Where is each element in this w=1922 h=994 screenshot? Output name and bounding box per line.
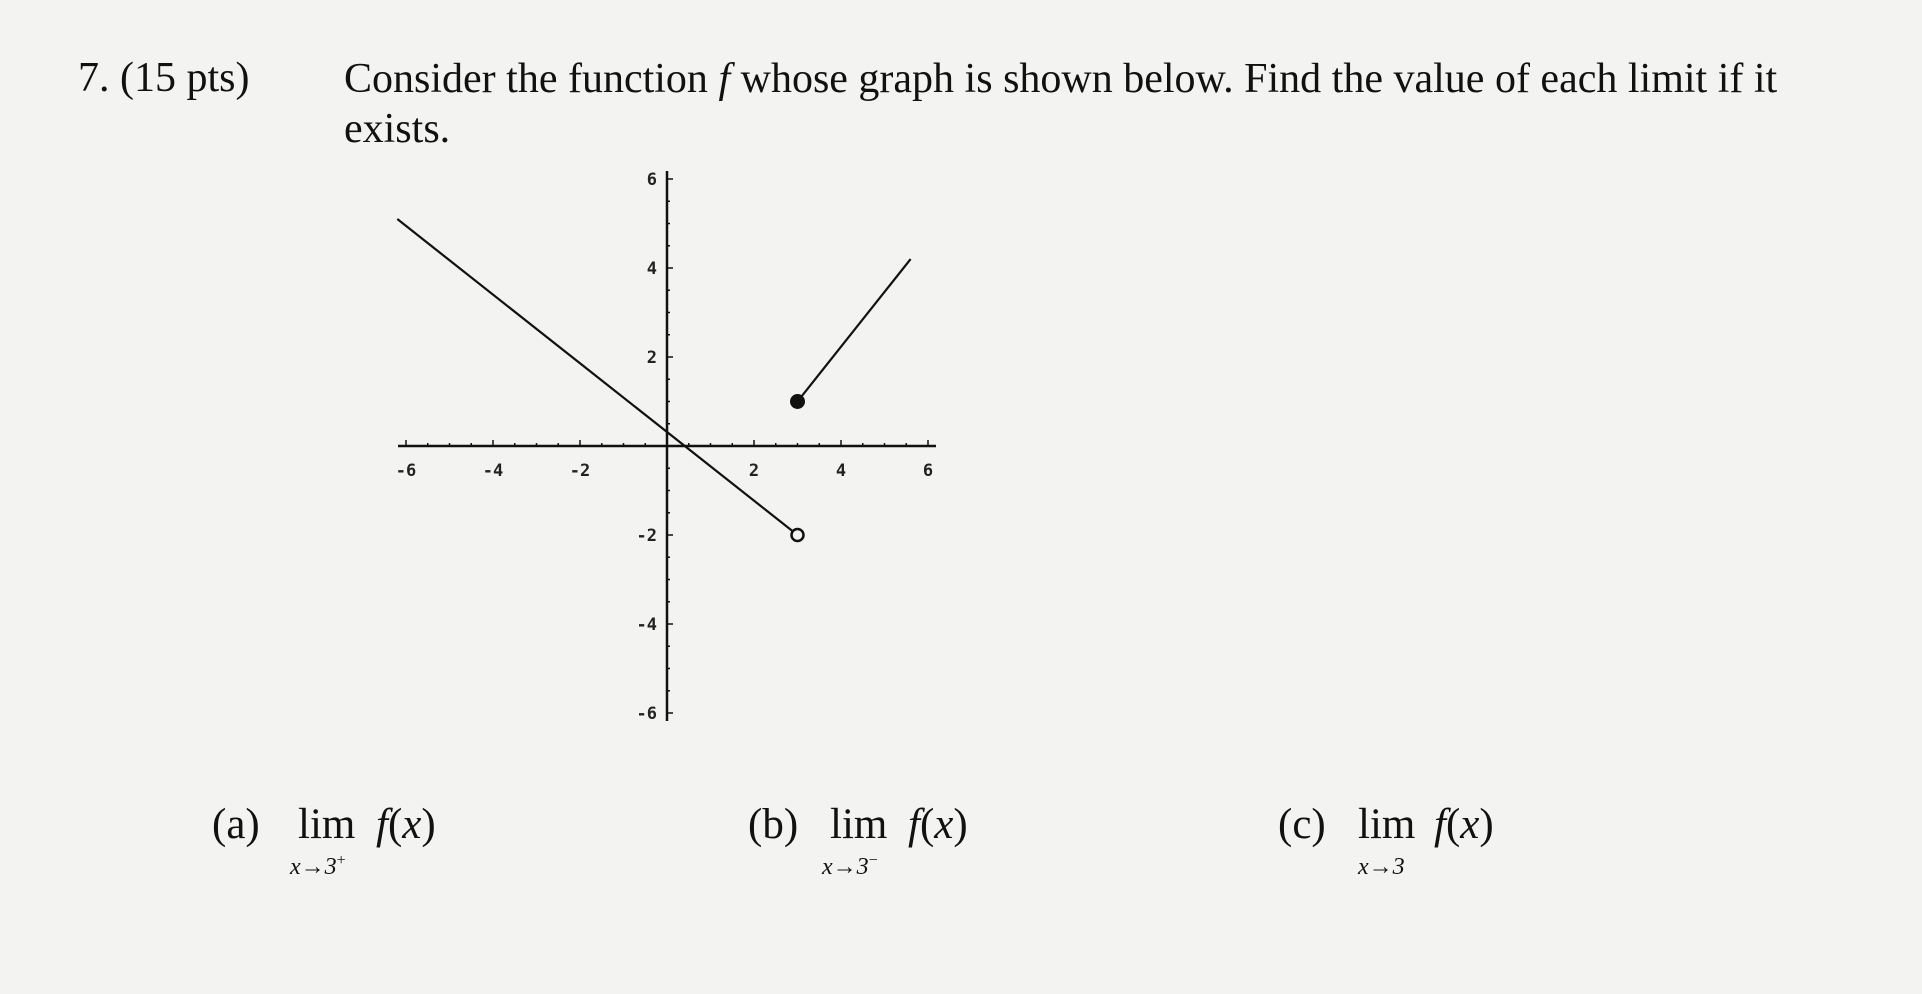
- y-tick-label: 4: [646, 259, 657, 279]
- function-name: f: [718, 56, 731, 102]
- question-number: 7. (15 pts): [78, 55, 250, 101]
- part-c-approach: x→3: [1358, 854, 1405, 880]
- part-a-function: f(x): [376, 801, 436, 848]
- function-graph: [380, 170, 960, 730]
- closed-endpoint: [791, 395, 805, 409]
- open-endpoint: [792, 529, 804, 541]
- x-tick-label: -2: [569, 461, 591, 481]
- part-b-lim: lim: [830, 801, 888, 848]
- x-tick-label: 6: [922, 461, 934, 481]
- part-a-label: (a): [212, 801, 260, 848]
- graph-segment-2: [798, 259, 911, 401]
- part-c-label: (c): [1278, 801, 1326, 848]
- y-tick-label: 2: [646, 348, 657, 368]
- graph-segment-1: [397, 219, 797, 535]
- question-prompt: [344, 54, 1874, 154]
- x-tick-label: -6: [395, 461, 417, 481]
- part-a-lim: lim: [298, 801, 356, 848]
- y-tick-label: -2: [636, 526, 657, 546]
- part-c-function: f(x): [1434, 801, 1494, 848]
- x-tick-label: -4: [482, 461, 504, 481]
- part-a-approach: x→3+: [290, 852, 346, 880]
- y-tick-label: -6: [636, 704, 657, 724]
- part-b-approach: x→3−: [822, 852, 878, 880]
- x-tick-label: 4: [835, 461, 847, 481]
- prompt-text-after: whose graph is shown below. Find the value of each limit if it exists.: [344, 56, 1778, 152]
- x-tick-label: 2: [748, 461, 760, 481]
- y-tick-label: 6: [646, 170, 657, 190]
- part-b-function: f(x): [908, 801, 968, 848]
- part-b-label: (b): [748, 801, 799, 848]
- part-c-lim: lim: [1358, 801, 1416, 848]
- prompt-text-before: Consider the function: [344, 56, 708, 102]
- y-tick-label: -4: [636, 615, 657, 635]
